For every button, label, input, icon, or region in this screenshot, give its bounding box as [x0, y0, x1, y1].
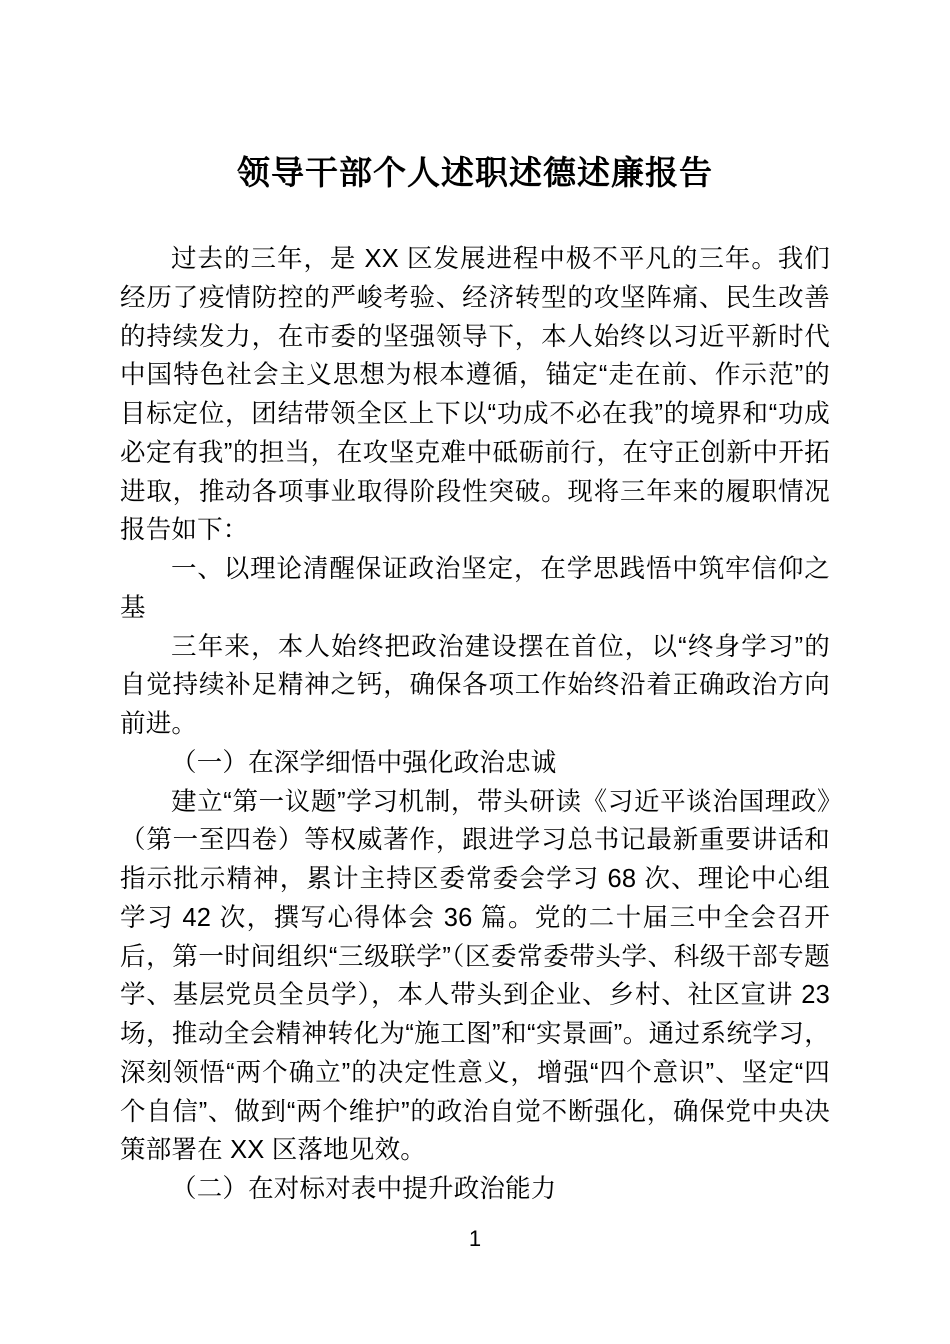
document-body [120, 240, 830, 1209]
paragraph-2: 三年来，本人始终把政治建设摆在首位，以“终身学习”的自觉持续补足精神之钙，确保各项工作始终沿着正确政治方向前进。 [120, 632, 830, 739]
page-number: 1 [468, 1226, 482, 1251]
paragraph-1: 过去的三年，是 XX 区发展进程中极不平凡的三年。我们经历了疫情防控的严峻考验、经济转型的攻坚阵痛、民生改善的持续发力，在市委的坚强领导下，本人始终以习近平新时代中国特色社会主义思想为根本遵循，锚定“走在前、作示范”的目标定位，团结带领全区上下以“功成不必在我”的境界和“功成必定有我”的担当，在攻坚克难中砥砺前行，在守正创新中开拓进取，推动各项事业取得阶段性突破。现将三年来的履职情况报告如下： [120, 245, 830, 545]
paragraph-heading-section-1: 一、以理论清醒保证政治坚定，在学思践悟中筑牢信仰之基 [120, 555, 830, 622]
paragraph-3: 建立“第一议题”学习机制，带头研读《习近平谈治国理政》（第一至四卷）等权威著作，跟进学习总书记最新重要讲话和指示批示精神，累计主持区委常委会学习 68 次、理论中心组学习 42 次，撰写心得体会 36 篇。党的二十届三中全会召开后，第一时间组织“三级联学”（区委常委带头学、科级干部专题学、基层党员全员学），本人带头到企业、乡村、社区宣讲 23 场，推动全会精神转化为“施工图”和“实景画”。通过系统学习，深刻领悟“两个确立”的决定性意义，增强“四个意识”、坚定“四个自信”、做到“两个维护”的政治自觉不断强化，确保党中央决策部署在 XX 区落地见效。 [120, 787, 830, 1165]
page-title: 领导干部个人述职述德述廉报告 [237, 154, 713, 191]
paragraph-subheading-2: （二）在对标对表中提升政治能力 [171, 1175, 557, 1204]
paragraph-subheading-1: （一）在深学细悟中强化政治忠诚 [171, 748, 557, 777]
